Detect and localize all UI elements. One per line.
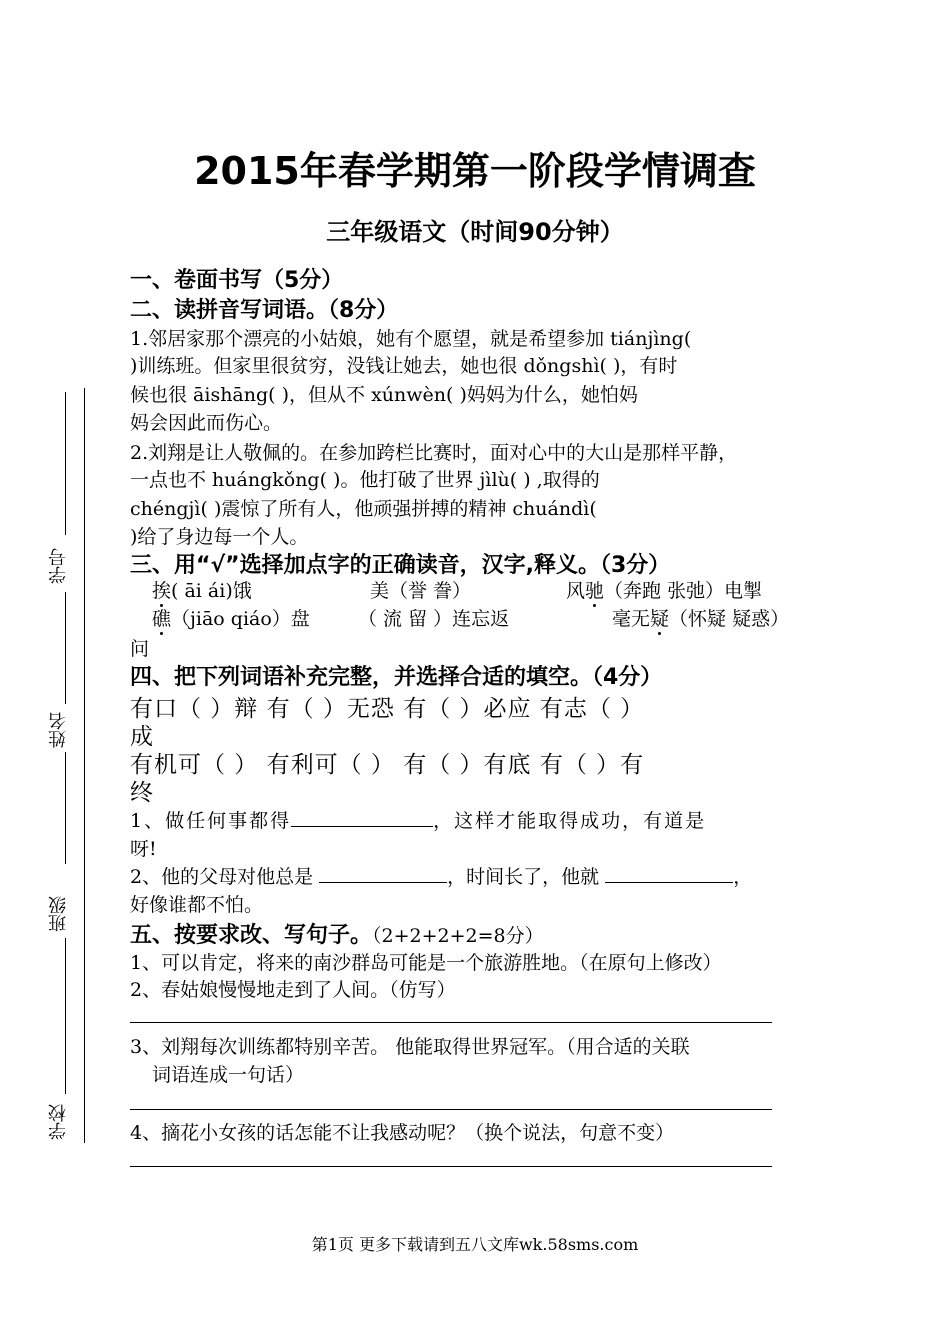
section-1-heading: 一、卷面书写（5分） bbox=[130, 268, 344, 293]
school-label: 学校 bbox=[48, 1104, 69, 1140]
sec3-row1-c-pre: 风 bbox=[566, 580, 586, 602]
sec2-p2-line1: 2.刘翔是让人敬佩的。在参加跨栏比赛时，面对心中的大山是那样平静， bbox=[130, 442, 738, 464]
sec3-row1-c bbox=[566, 576, 762, 603]
sec2-p1-line3: 候也很 āishāng( )，但从不 xúnwèn( )妈妈为什么，她怕妈 bbox=[130, 384, 638, 406]
sec4-q2-mid: ，时间长了，他就 bbox=[447, 866, 606, 888]
sec3-row2-a-options: （jiāo qiáo）盘 bbox=[171, 608, 310, 630]
name-label: 姓名 bbox=[48, 712, 69, 748]
name-line bbox=[65, 592, 66, 704]
sec3-row2-c-pre: 毫无 bbox=[612, 608, 651, 630]
sec2-p2-line3: chéngjì( )震惊了所有人，他顽强拼搏的精神 chuándì( bbox=[130, 498, 597, 520]
dotted-char: 礁 bbox=[152, 608, 172, 630]
sec3-row1-b: 美（誉 誊） bbox=[370, 580, 472, 602]
sec2-p1-line1: 1.邻居家那个漂亮的小姑娘，她有个愿望，就是希望参加 tiánjìng( bbox=[130, 328, 692, 350]
sec4-q2b: 好像谁都不怕。 bbox=[130, 894, 264, 916]
student-id-label: 学号 bbox=[48, 548, 69, 584]
sec3-row2-c bbox=[612, 604, 789, 631]
page-subtitle: 三年级语文（时间90分钟） bbox=[326, 218, 624, 246]
school-line bbox=[65, 938, 66, 1094]
sec5-q4-answer-line[interactable] bbox=[130, 1166, 772, 1167]
sec4-q1 bbox=[130, 806, 706, 833]
sec4-q1-pre: 1、做任何事都得 bbox=[130, 810, 292, 832]
sec4-idioms-line1b: 成 bbox=[130, 724, 154, 750]
class-line bbox=[65, 752, 66, 864]
sec4-q2 bbox=[130, 862, 752, 889]
page-title: 2015年春学期第一阶段学情调查 bbox=[194, 149, 756, 193]
sec5-q3-answer-line[interactable] bbox=[130, 1109, 772, 1110]
section-5-heading: 五、按要求改、写句子。 bbox=[130, 923, 373, 948]
section-4-heading: 四、把下列词语补充完整，并选择合适的填空。（4分） bbox=[130, 665, 663, 690]
page-footer: 第1页 更多下载请到五八文库wk.58sms.com bbox=[311, 1235, 639, 1254]
sec2-p2-line2: 一点也不 huángkǒng( )。他打破了世界 jìlù( ) ,取得的 bbox=[130, 469, 600, 491]
sec4-q2-blank-2[interactable] bbox=[605, 864, 733, 883]
sec4-q1-blank[interactable] bbox=[291, 808, 433, 827]
sec4-idioms-line1: 有口（ ）辩 有（ ）无恐 有（ ）必应 有志（ ） bbox=[130, 696, 645, 722]
section-5-score: （2+2+2+2=8分） bbox=[372, 925, 544, 947]
sec4-q1-post: ，这样才能取得成功，有道是 bbox=[433, 810, 707, 832]
section-2-heading: 二、读拼音写词语。（8分） bbox=[130, 298, 399, 323]
sec2-p1-line2: )训练班。但家里很贫穷，没钱让她去，她也很 dǒngshì( )，有时 bbox=[130, 355, 678, 377]
sec5-q3b: 词语连成一句话） bbox=[152, 1064, 305, 1086]
sec5-q4: 4、摘花小女孩的话怎能不让我感动呢？（换个说法，句意不变） bbox=[130, 1122, 675, 1144]
sec4-idioms-line2: 有机可（ ） 有利可（ ） 有（ ）有底 有（ ）有 bbox=[130, 752, 645, 778]
sec3-row1-a-options: ( āi ái)饿 bbox=[171, 580, 252, 602]
sec3-row3: 问 bbox=[130, 638, 150, 660]
sec4-q2-post: ， bbox=[733, 866, 753, 888]
sec3-row2-b: （ 流 留 ）连忘返 bbox=[358, 608, 510, 630]
sec5-q1: 1、可以肯定，将来的南沙群岛可能是一个旅游胜地。（在原句上修改） bbox=[130, 952, 722, 974]
sec3-row2-a bbox=[152, 604, 310, 631]
binding-line bbox=[84, 388, 85, 1143]
dotted-char: 挨 bbox=[152, 580, 172, 602]
sec2-p1-line4: 妈会因此而伤心。 bbox=[130, 412, 283, 434]
sec2-p2-line4: )给了身边每一个人。 bbox=[130, 526, 309, 548]
sec3-row1-c-options: （奔跑 张弛）电掣 bbox=[604, 580, 763, 602]
section-3-heading: 三、用“√”选择加点字的正确读音，汉字,释义。（3分） bbox=[130, 553, 671, 578]
sec3-row2-c-options: （怀疑 疑惑） bbox=[669, 608, 790, 630]
student-id-line bbox=[65, 392, 66, 535]
sec4-q1b: 呀! bbox=[130, 838, 157, 860]
sec5-q2-answer-line[interactable] bbox=[130, 1022, 772, 1023]
section-5-heading-row bbox=[130, 918, 544, 949]
sec3-row1 bbox=[152, 576, 252, 603]
sec4-q2-blank-1[interactable] bbox=[319, 864, 447, 883]
sec4-idioms-line2b: 终 bbox=[130, 780, 154, 806]
class-label: 班级 bbox=[48, 896, 69, 932]
sec4-q2-pre: 2、他的父母对他总是 bbox=[130, 866, 320, 888]
sec5-q2: 2、春姑娘慢慢地走到了人间。（仿写） bbox=[130, 979, 456, 1001]
dotted-char: 驰 bbox=[585, 580, 605, 602]
sec5-q3: 3、刘翔每次训练都特别辛苦。 他能取得世界冠军。（用合适的关联 bbox=[130, 1036, 690, 1058]
dotted-char: 疑 bbox=[650, 608, 670, 630]
